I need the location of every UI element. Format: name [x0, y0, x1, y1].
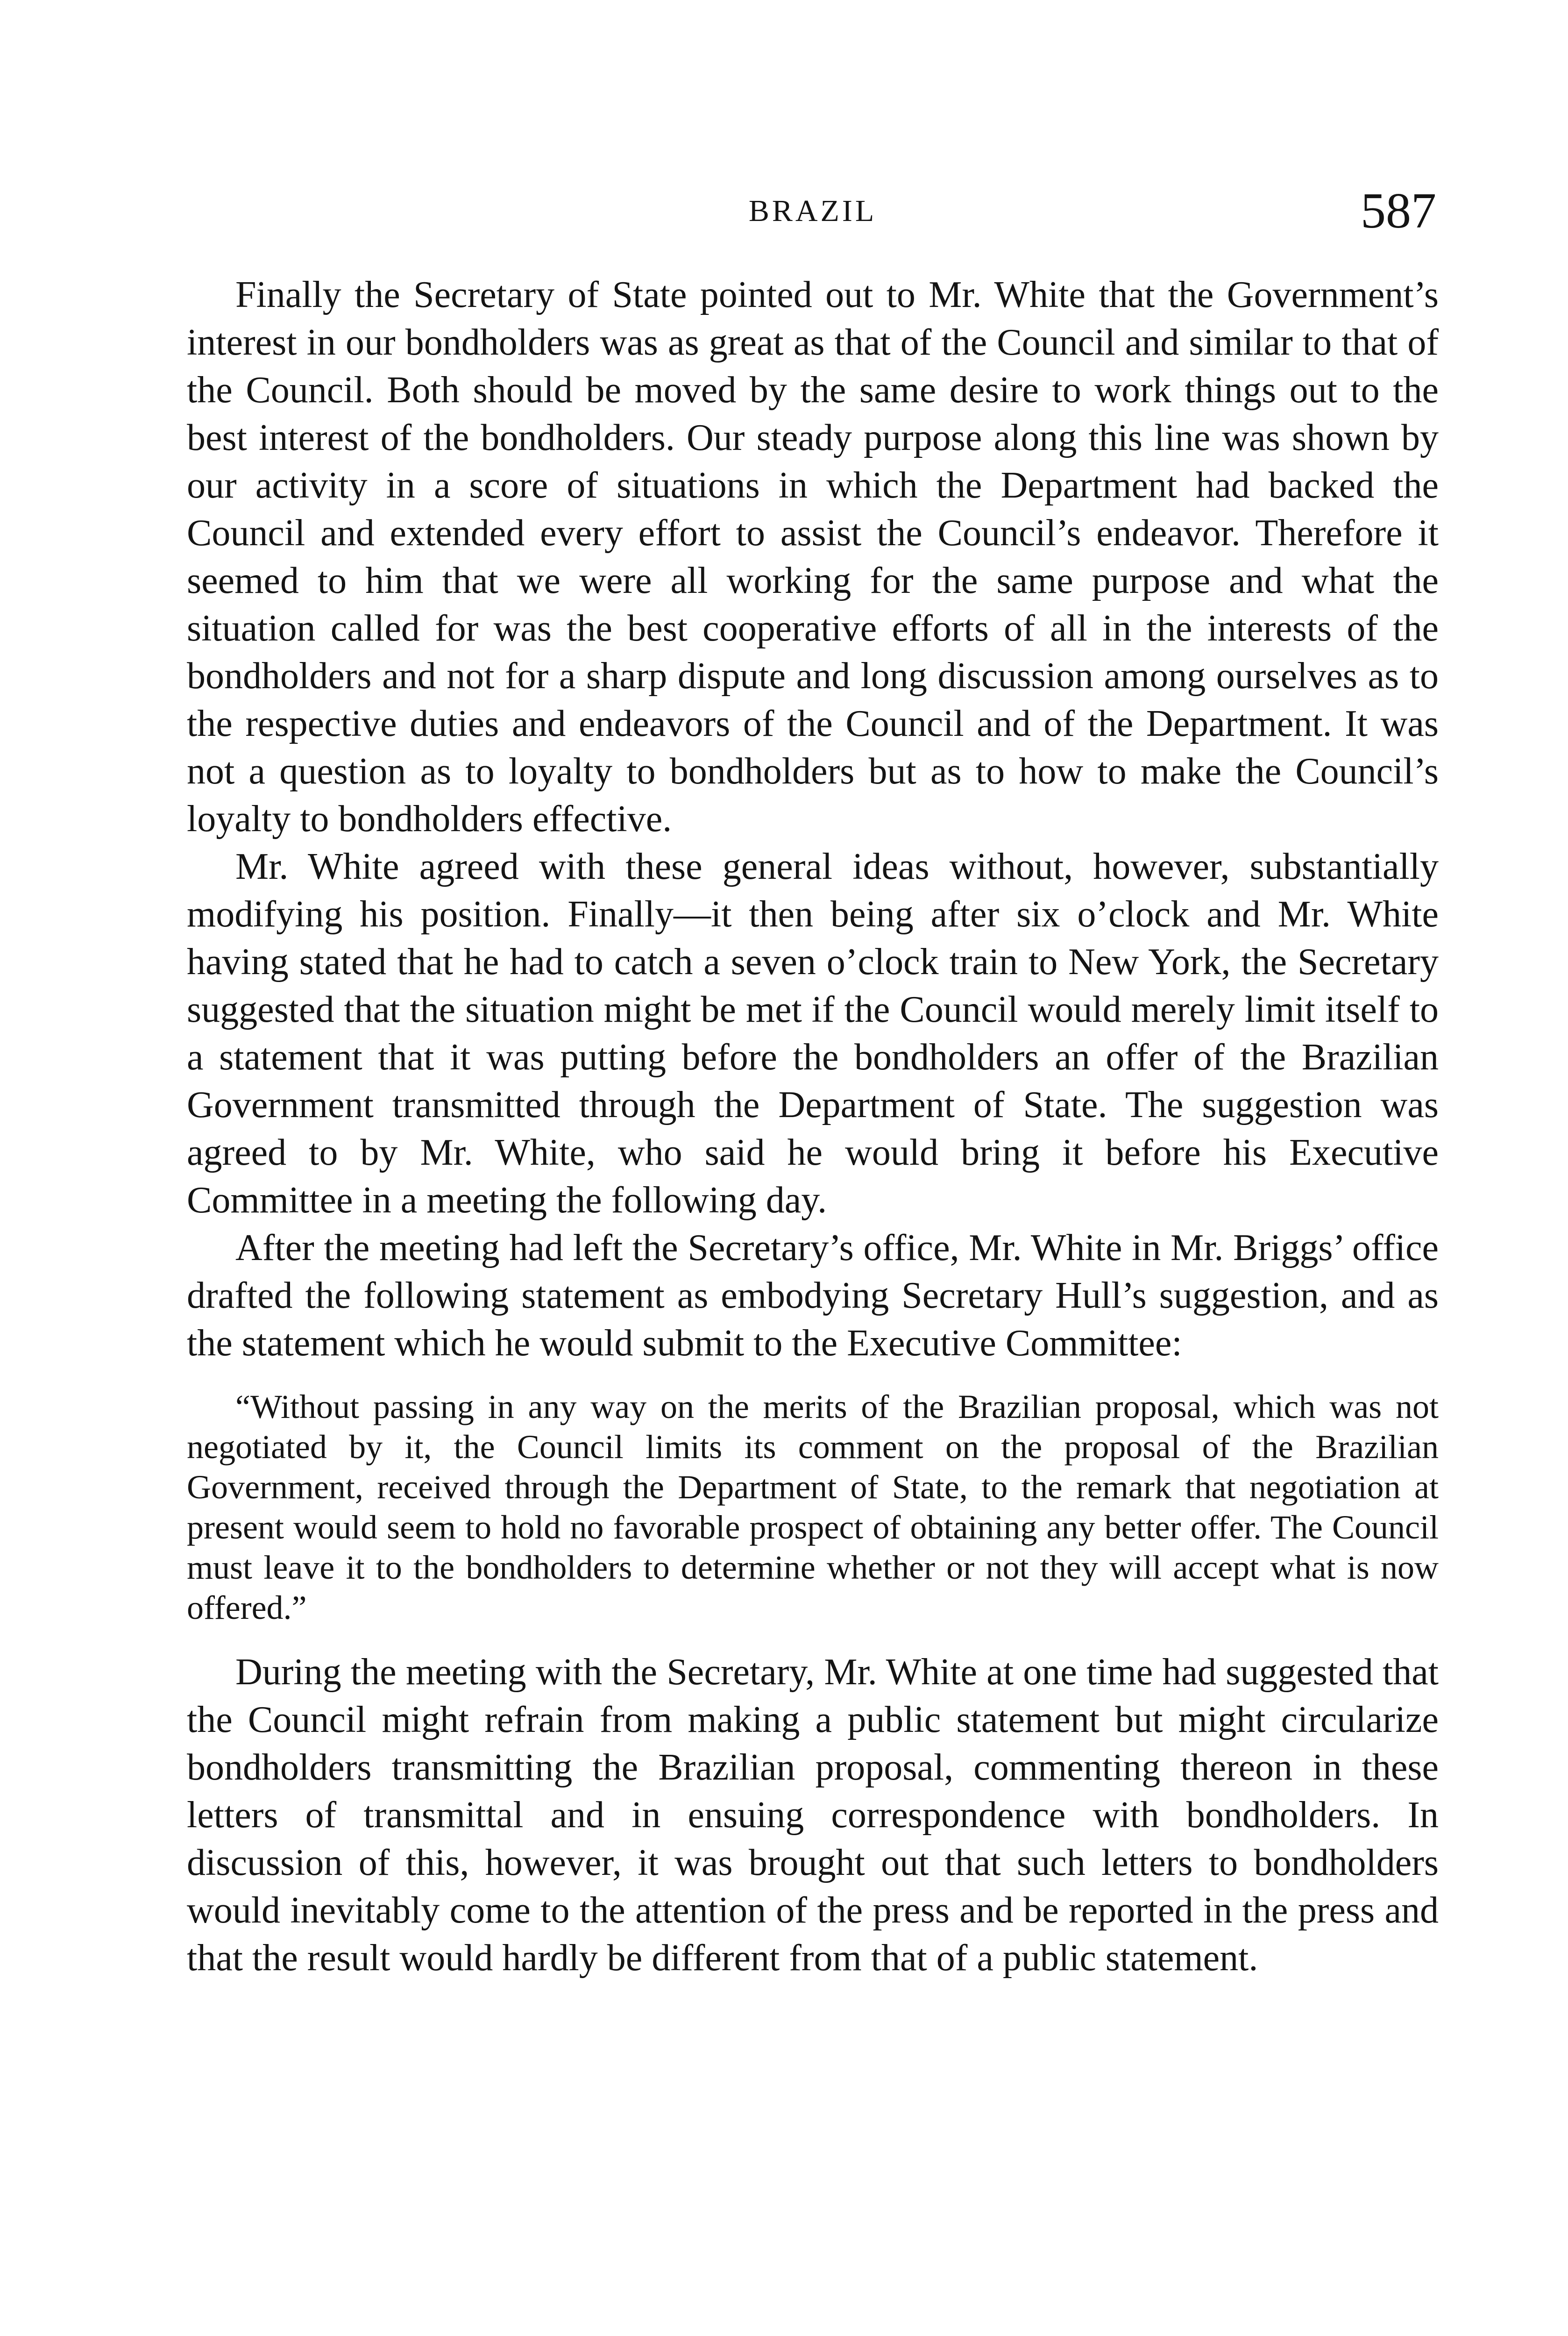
body-text — [187, 271, 1439, 1982]
quoted-statement: “Without passing in any way on the merits of the Brazilian proposal, which was not negotiated by it, the Council limits its comment on the proposal of the Brazilian Government, received through the Department of State, to the remark that negotiation at present would seem to hold no favorable prospect of obtaining any better offer. The Council must leave it to the bondholders to determine whether or not they will accept what is now offered.” — [187, 1388, 1439, 1626]
running-head — [189, 182, 1436, 248]
paragraph-white-agreement: Mr. White agreed with these general ideas without, however, substantially modifying his position. Finally—it then being after six o’clock and Mr. White having stated that he had to catch a seven o’clock train to New York, the Secretary suggested that the situation might be met if the Council would merely limit itself to a statement that it was putting before the bondholders an offer of the Brazilian Government transmitted through the Department of State. The suggestion was agreed to by Mr. White, who said he would bring it before his Executive Committee in a meeting the following day. — [187, 846, 1439, 1221]
paragraph-drafted-statement: After the meeting had left the Secretary’s office, Mr. White in Mr. Briggs’ office drafted the following statement as embodying Secretary Hull’s suggestion, and as the statement which he would submit to the Executive Committee: — [187, 1227, 1439, 1364]
paragraph-closing: During the meeting with the Secretary, Mr. White at one time had suggested that the Council might refrain from making a public statement but might circularize bondholders transmitting the Brazilian proposal, commenting thereon in these letters of transmittal and in ensuing correspondence with bondholders. In discussion of this, however, it was brought out that such letters to bondholders would inevitably come to the attention of the press and be reported in the press and that the result would hardly be different from that of a public statement. — [187, 1652, 1439, 1979]
paragraph-secretary-argument: Finally the Secretary of State pointed out to Mr. White that the Government’s interest in our bondholders was as great as that of the Council and similar to that of the Council. Both should be moved by the same desire to work things out to the best interest of the bondholders. Our steady purpose along this line was shown by our activity in a score of situations in which the Department had backed the Council and extended every effort to assist the Council’s endeavor. Therefore it seemed to him that we were all working for the same purpose and what the situation called for was the best cooperative efforts of all in the interests of the bondholders and not for a sharp dispute and long discussion among ourselves as to the respective duties and endeavors of the Council and of the Department. It was not a question as to loyalty to bondholders but as to how to make the Council’s loyalty to bondholders effective. — [187, 274, 1439, 840]
page-number: 587 — [1361, 183, 1436, 239]
running-title: BRAZIL — [748, 194, 877, 228]
